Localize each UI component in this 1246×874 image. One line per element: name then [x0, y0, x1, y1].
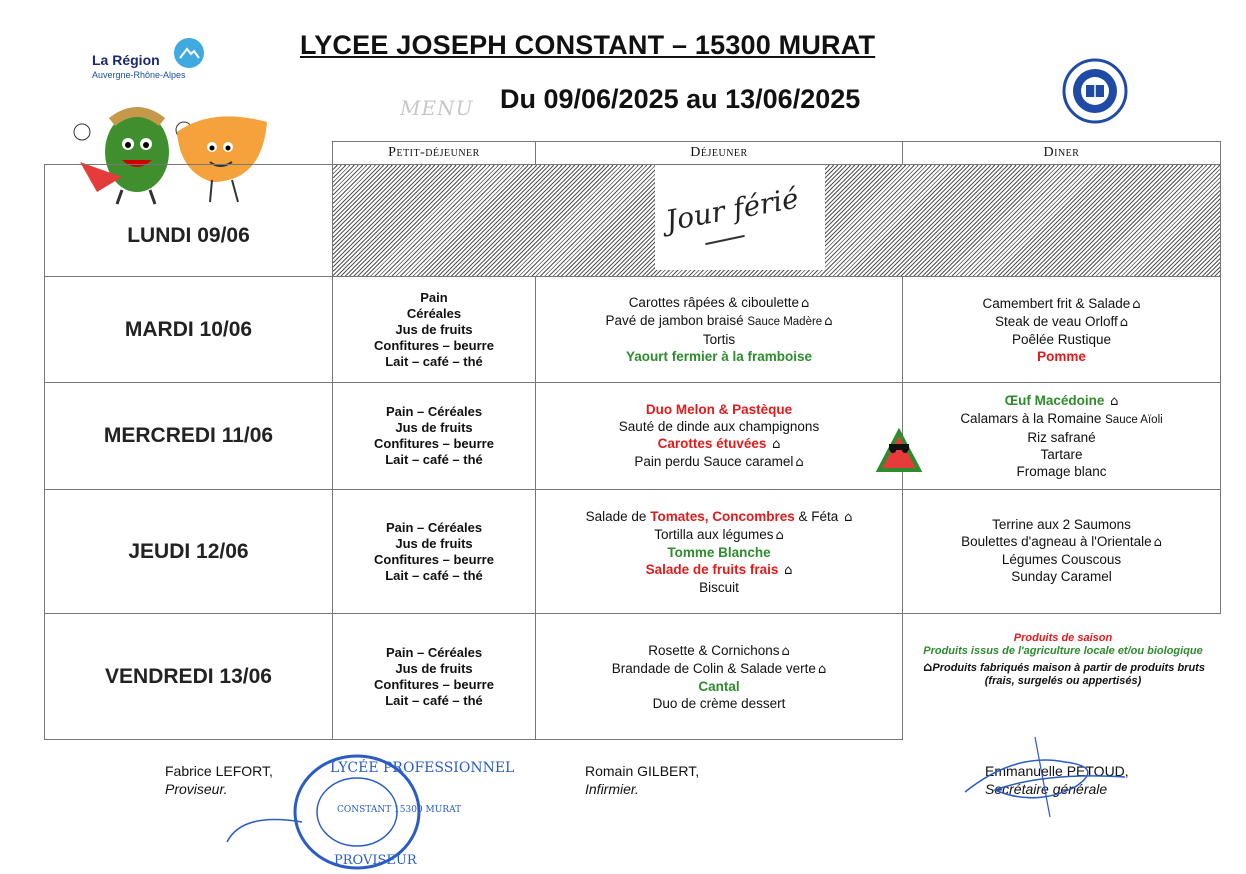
menu-watermark: MENU — [400, 96, 474, 120]
corner-cell — [45, 142, 333, 165]
menu-item: Pomme — [1037, 348, 1086, 364]
day-label: LUNDI 09/06 — [45, 165, 333, 277]
house-icon: ⌂ — [801, 296, 810, 311]
menu-item: Tomates, Concombres — [650, 509, 795, 524]
house-icon: ⌂ — [795, 455, 804, 470]
menu-item: & Féta — [798, 509, 839, 524]
label-seal-logo — [1062, 58, 1128, 124]
breakfast-cell — [333, 277, 536, 383]
menu-item: Jus de fruits — [395, 535, 473, 551]
school-title: LYCEE JOSEPH CONSTANT – 15300 MURAT — [300, 30, 876, 60]
day-label: VENDREDI 13/06 — [45, 614, 333, 740]
lunch-cell — [536, 383, 903, 490]
menu-item: Terrine aux 2 Saumons — [992, 517, 1131, 532]
legend — [908, 632, 1218, 688]
menu-item: Confitures – beurre — [374, 337, 494, 353]
menu-item: Pain – Céréales — [385, 519, 483, 535]
column-header-dinner: Diner — [903, 142, 1221, 165]
house-icon: ⌂ — [1153, 535, 1162, 550]
menu-item: Pain – Céréales — [385, 404, 483, 419]
house-icon: ⌂ — [1119, 314, 1129, 330]
menu-item: Lait – café – thé — [385, 452, 483, 467]
menu-item: Confitures – beurre — [374, 551, 494, 567]
menu-item: Brandade de Colin & Salade verte — [611, 660, 816, 676]
day-label: MERCREDI 11/06 — [45, 383, 333, 490]
menu-item: Duo Melon & Pastèque — [645, 402, 793, 417]
menu-item: Steak de veau Orloff — [994, 313, 1118, 329]
house-icon: ⌂ — [781, 643, 790, 659]
holiday-card — [655, 165, 825, 270]
menu-item: Fromage blanc — [1016, 464, 1107, 479]
menu-item: Jus de fruits — [395, 321, 473, 337]
dinner-cell — [903, 383, 1221, 490]
menu-item: Duo de crème dessert — [652, 695, 786, 711]
legend-season: Produits de saison — [1013, 632, 1113, 644]
day-label: MARDI 10/06 — [45, 277, 333, 383]
menu-item: Sunday Caramel — [1011, 569, 1112, 584]
menu-item: Biscuit — [699, 580, 739, 595]
legend-local: Produits issus de l'agriculture locale et/ou biologique — [923, 645, 1203, 657]
breakfast-cell — [333, 490, 536, 614]
house-icon: ⌂ — [1110, 394, 1119, 409]
signature-infirmier — [585, 762, 699, 798]
house-icon: ⌂ — [772, 437, 781, 452]
menu-item: Légumes Couscous — [1001, 552, 1122, 567]
watermelon-icon — [875, 428, 923, 476]
menu-item: Salade de fruits frais — [645, 562, 779, 577]
menu-item: Calamars à la Romaine — [960, 411, 1102, 426]
official-stamp — [222, 752, 515, 870]
signatory-name: Romain GILBERT, — [585, 763, 700, 779]
dinner-cell — [903, 277, 1221, 383]
signatory-role: Secrétaire générale — [985, 781, 1108, 797]
lunch-cell — [536, 277, 903, 383]
menu-item: Tortilla aux légumes — [654, 527, 774, 542]
dinner-cell — [903, 490, 1221, 614]
menu-item: Confitures – beurre — [374, 436, 494, 451]
signatory-role: Proviseur. — [165, 781, 228, 797]
house-icon: ⌂ — [824, 314, 833, 329]
house-icon: ⌂ — [775, 528, 784, 543]
menu-item: Tomme Blanche — [667, 545, 771, 560]
mountain-icon — [174, 38, 204, 68]
menu-item: Jus de fruits — [395, 420, 473, 435]
menu-item: Pain perdu Sauce caramel — [634, 454, 794, 469]
week-dates: Du 09/06/2025 au 13/06/2025 — [500, 84, 861, 114]
menu-item: Riz safrané — [1027, 430, 1096, 445]
region-logo — [92, 44, 222, 84]
menu-item: Pavé de jambon braisé — [605, 313, 744, 328]
menu-item: Boulettes d'agneau à l'Orientale — [961, 534, 1152, 549]
day-label: JEUDI 12/06 — [45, 490, 333, 614]
menu-item: Lait – café – thé — [385, 692, 483, 708]
breakfast-cell — [333, 383, 536, 490]
legend-homemade: Produits fabriqués maison à partir de produits bruts (frais, surgelés ou appertisés) — [932, 662, 1205, 687]
menu-item-sauce: Sauce Madère — [747, 316, 823, 328]
house-icon: ⌂ — [784, 563, 793, 578]
menu-item: Céréales — [406, 305, 462, 321]
menu-item: Pain — [420, 289, 448, 305]
menu-item: Yaourt fermier à la framboise — [625, 349, 813, 364]
holiday-underline — [705, 235, 745, 245]
menu-item: Carottes étuvées — [657, 436, 767, 451]
stamp-center-text: CONSTANT 15300 MURAT — [337, 805, 462, 815]
stamp-ring-text: LYCÉE PROFESSIONNEL — [330, 760, 515, 776]
signatory-name: Fabrice LEFORT, — [165, 763, 273, 779]
column-header-breakfast: Petit-déjeuner — [333, 142, 536, 165]
menu-item: Cantal — [698, 678, 740, 694]
holiday-text: Jour férié — [663, 181, 802, 238]
house-icon: ⌂ — [923, 660, 933, 675]
signatory-name: Emmanuelle PETOUD, — [985, 763, 1129, 779]
menu-item: Œuf Macédoine — [1004, 393, 1105, 408]
menu-item: Lait – café – thé — [385, 567, 483, 583]
handwritten-signature — [955, 732, 1145, 822]
menu-item: Jus de fruits — [395, 660, 473, 676]
menu-item: Pain – Céréales — [385, 644, 483, 660]
house-icon: ⌂ — [844, 510, 853, 525]
region-name: La Région — [92, 52, 160, 68]
menu-item: Poêlée Rustique — [1011, 331, 1112, 347]
signatory-role: Infirmier. — [585, 781, 639, 797]
menu-item: Tartare — [1040, 447, 1083, 462]
menu-item: Lait – café – thé — [385, 353, 483, 369]
menu-item: Rosette & Cornichons — [648, 642, 780, 658]
menu-item: Tortis — [702, 332, 736, 347]
menu-item-sauce: Sauce Aïoli — [1105, 414, 1163, 426]
menu-item: Camembert frit & Salade — [982, 295, 1131, 311]
menu-item: Salade de — [585, 509, 647, 524]
lunch-cell — [536, 614, 903, 740]
stamp-bottom-text: PROVISEUR — [334, 853, 417, 868]
menu-item: Carottes râpées & ciboulette — [628, 295, 800, 310]
column-header-lunch: Déjeuner — [536, 142, 903, 165]
house-icon: ⌂ — [817, 661, 827, 677]
house-icon: ⌂ — [1132, 296, 1141, 312]
region-subname: Auvergne-Rhône-Alpes — [92, 70, 186, 80]
menu-item: Confitures – beurre — [374, 676, 494, 692]
breakfast-cell — [333, 614, 536, 740]
menu-item: Sauté de dinde aux champignons — [618, 419, 820, 434]
lunch-cell — [536, 490, 903, 614]
